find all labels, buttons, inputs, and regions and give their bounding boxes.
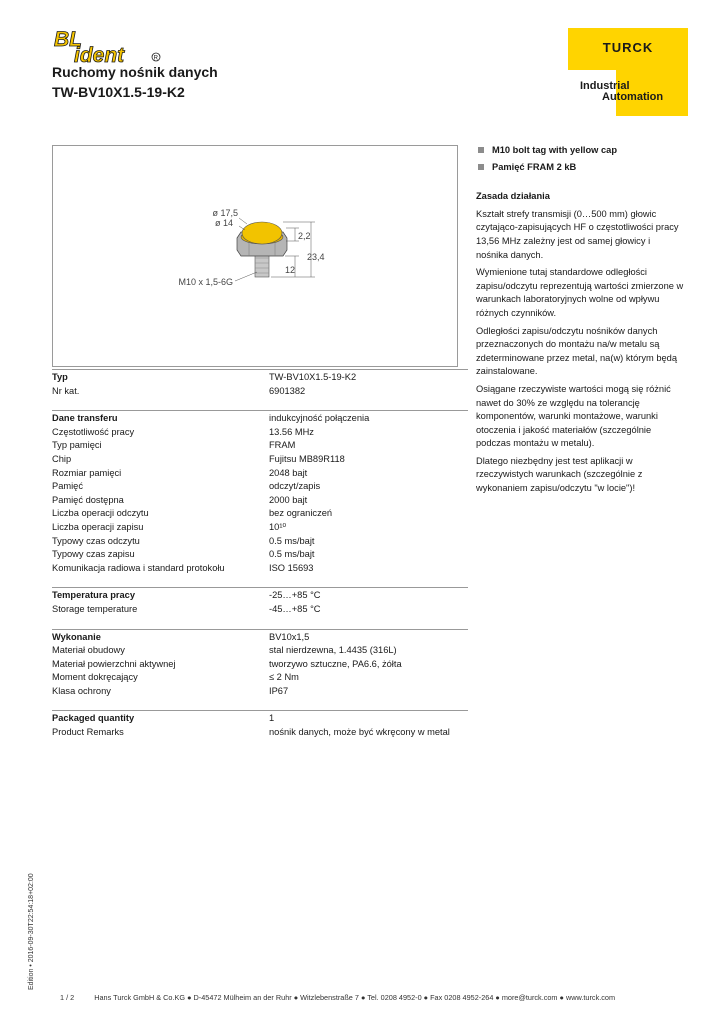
spec-row: [52, 658, 468, 672]
spec-label: Rozmiar pamięci: [52, 467, 122, 478]
description-paragraph: Kształt strefy transmisji (0…500 mm) głowic czytająco-zapisujących HF o częstotliwości pracy 13,56 MHz zależny jest od samej głowicy i nośnika danych.: [476, 208, 679, 260]
spec-label: Nr kat.: [52, 385, 80, 396]
dimension-cap-height: 2,2: [298, 231, 311, 241]
spec-value: indukcyjność połączenia: [269, 413, 370, 424]
spec-value: 2048 bajt: [269, 467, 308, 478]
spec-label: Temperatura pracy: [52, 590, 136, 601]
spec-row: [52, 548, 468, 562]
spec-label: Liczba operacji zapisu: [52, 521, 144, 532]
spec-label: Pamięć: [52, 481, 84, 492]
spec-value: Fujitsu MB89R118: [269, 453, 345, 464]
spec-value: BV10x1,5: [269, 631, 310, 642]
spec-row: [52, 507, 468, 521]
spec-table: [52, 369, 468, 740]
spec-section: [52, 629, 468, 699]
spec-label: Klasa ochrony: [52, 685, 111, 696]
svg-text:TURCK: TURCK: [602, 40, 654, 55]
spec-row: [52, 726, 468, 740]
page-number: 1 / 2: [60, 993, 75, 1002]
spec-label: Typ: [52, 372, 68, 382]
description-column: [476, 144, 684, 500]
spec-label: Częstotliwość pracy: [52, 426, 135, 437]
spec-label: Materiał powierzchni aktywnej: [52, 658, 176, 669]
spec-value: 13.56 MHz: [269, 426, 314, 437]
spec-section: [52, 587, 468, 616]
spec-row: [52, 412, 468, 426]
spec-section: [52, 369, 468, 398]
spec-value: stal nierdzewna, 1.4435 (316L): [269, 645, 397, 656]
spec-section: [52, 410, 468, 575]
edition-text: Edition • 2016-09-30T22:54:18+02:00: [28, 873, 35, 990]
spec-value: ISO 15693: [269, 562, 314, 573]
spec-value: nośnik danych, może być wkręcony w metal: [269, 727, 450, 738]
dimension-inner-diameter: ø 14: [214, 218, 233, 228]
dimension-outer-diameter: ø 17,5: [212, 208, 238, 218]
product-code-title: TW-BV10X1.5-19-K2: [52, 84, 185, 100]
spec-value: 6901382: [269, 385, 306, 396]
spec-value: odczyt/zapis: [269, 481, 321, 492]
svg-text:BL: BL: [54, 28, 82, 51]
spec-label: Packaged quantity: [52, 713, 135, 724]
spec-row: [52, 521, 468, 535]
page-footer: [60, 993, 615, 1002]
spec-label: Liczba operacji odczytu: [52, 508, 149, 519]
brand-tagline-industrial: Industrial: [580, 80, 630, 92]
spec-row: [52, 385, 468, 399]
spec-row: [52, 467, 468, 481]
product-drawing: [52, 145, 458, 367]
dimension-thread: M10 x 1,5-6G: [178, 277, 233, 287]
spec-label: Moment dokręcający: [52, 672, 138, 683]
spec-value: tworzywo sztuczne, PA6.6, żółta: [269, 658, 402, 669]
spec-value: -25…+85 °C: [269, 590, 321, 601]
svg-text:ident: ident: [74, 44, 125, 67]
description-paragraph: Dlatego niezbędny jest test aplikacji w rzeczywistych warunkach (szczególnie z wykonaniem zapisu/odczytu "w locie")!: [476, 455, 643, 494]
spec-row: [52, 603, 468, 617]
edition-stamp: [28, 870, 42, 990]
spec-label: Typowy czas zapisu: [52, 549, 135, 560]
spec-row: [52, 589, 468, 603]
spec-value: 0.5 ms/bajt: [269, 535, 315, 546]
spec-value: 1: [269, 713, 275, 724]
spec-label: Komunikacja radiowa i standard protokołu: [52, 562, 225, 573]
spec-row: [52, 644, 468, 658]
feature-text: M10 bolt tag with yellow cap: [492, 145, 618, 155]
dimension-thread-length: 12: [285, 265, 296, 275]
feature-bullet: [476, 161, 684, 175]
page-title: Ruchomy nośnik danych: [52, 64, 218, 80]
spec-label: Typowy czas odczytu: [52, 535, 140, 546]
spec-value: IP67: [269, 685, 289, 696]
spec-row: [52, 426, 468, 440]
spec-row: [52, 671, 468, 685]
feature-bullet: [476, 144, 684, 158]
spec-label: Pamięć dostępna: [52, 494, 124, 505]
spec-value: 10¹⁰: [269, 521, 287, 532]
description-paragraph: Odległości zapisu/odczytu nośników danych przeznaczonych do montażu na/w metalu są zdeterminowane przez metal, na(w) którym będą zainstalowane.: [476, 325, 677, 377]
spec-value: TW-BV10X1.5-19-K2: [269, 372, 357, 382]
company-address: Hans Turck GmbH & Co.KG ● D-45472 Mülheim an der Ruhr ● Witzlebenstraße 7 ● Tel. 0208 4952-0 ● Fax 0208 4952-264 ● more@turck.com ● www.turck.com: [94, 993, 616, 1002]
spec-label: Materiał obudowy: [52, 645, 125, 656]
spec-row: [52, 562, 468, 576]
spec-row: [52, 535, 468, 549]
spec-value: FRAM: [269, 440, 296, 451]
spec-row: [52, 480, 468, 494]
brand-tagline-automation: Automation: [602, 91, 664, 103]
spec-row: [52, 685, 468, 699]
spec-row: [52, 453, 468, 467]
spec-label: Product Remarks: [52, 727, 124, 738]
spec-row: [52, 494, 468, 508]
svg-text:R: R: [153, 55, 158, 62]
spec-value: ≤ 2 Nm: [269, 672, 299, 683]
spec-value: 0.5 ms/bajt: [269, 549, 315, 560]
spec-label: Storage temperature: [52, 603, 138, 614]
spec-value: 2000 bajt: [269, 494, 308, 505]
feature-text: Pamięć FRAM 2 kB: [492, 161, 577, 172]
spec-section: [52, 710, 468, 739]
spec-label: Typ pamięci: [52, 440, 102, 451]
square-bullet-icon: [478, 147, 484, 153]
spec-value: -45…+85 °C: [269, 603, 321, 614]
spec-row: [52, 439, 468, 453]
spec-row: [52, 631, 468, 645]
spec-label: Dane transferu: [52, 413, 118, 424]
square-bullet-icon: [478, 164, 484, 170]
spec-row: [52, 712, 468, 726]
spec-label: Wykonanie: [52, 631, 101, 642]
spec-value: bez ograniczeń: [269, 508, 333, 519]
description-paragraph: Osiągane rzeczywiste wartości mogą się różnić nawet do 30% ze względu na tolerancję komponentów, warunki montażowe, warunki otoczenia i jakość materiałów (szczególnie podczas montażu w metalu).: [476, 383, 671, 449]
spec-label: Chip: [52, 453, 72, 464]
dimension-total-height: 23,4: [307, 252, 325, 262]
spec-row: [52, 371, 468, 385]
section-heading: Zasada działania: [476, 191, 550, 202]
description-paragraph: Wymienione tutaj standardowe odległości zapisu/odczytu reprezentują wartości zmierzone w warunkach laboratoryjnych wolne od wpływu różnych czynników.: [476, 267, 684, 318]
